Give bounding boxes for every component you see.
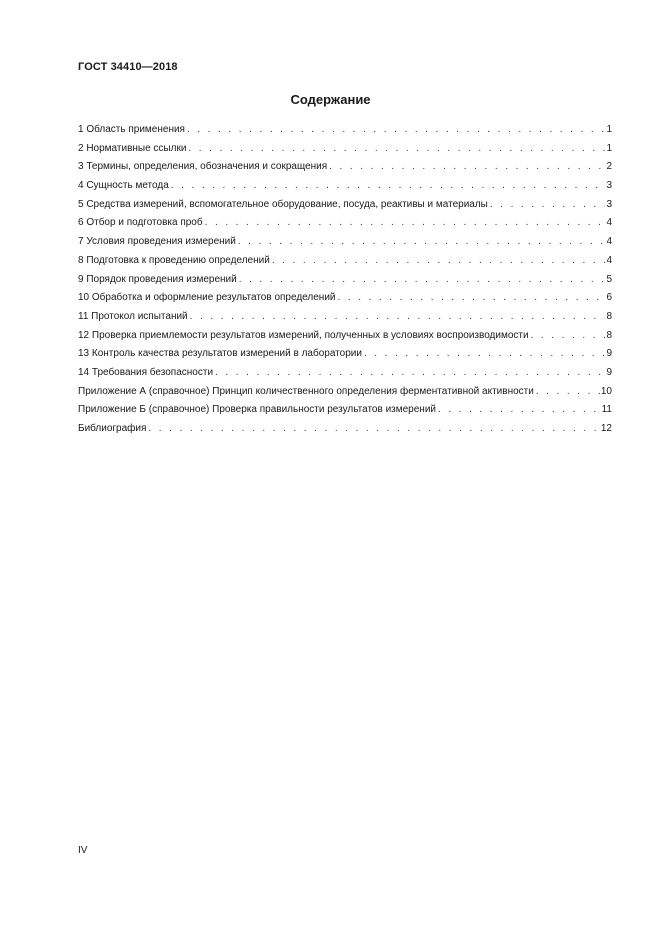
toc-entry-label: 10 Обработка и оформление результатов определений — [78, 292, 336, 304]
toc-entry-page: 12 — [600, 423, 612, 434]
toc-entry[interactable] — [78, 196, 612, 215]
toc-dot-leader — [536, 383, 600, 402]
toc-entry[interactable] — [78, 140, 612, 159]
toc-entry[interactable] — [78, 364, 612, 383]
toc-entry[interactable] — [78, 121, 612, 140]
toc-entry-page: 5 — [606, 273, 612, 285]
toc-dot-leader — [238, 233, 606, 252]
toc-dot-leader — [148, 420, 599, 439]
toc-entry[interactable] — [78, 308, 612, 327]
toc-dot-leader — [272, 252, 606, 271]
toc-dot-leader — [187, 121, 605, 140]
toc-entry-page: 2 — [606, 161, 612, 173]
toc-entry-label: 8 Подготовка к проведению определений — [78, 254, 270, 266]
toc-entry[interactable] — [78, 158, 612, 177]
toc-dot-leader — [329, 158, 605, 177]
toc-entry-page: 10 — [600, 385, 612, 397]
toc-dot-leader — [364, 345, 605, 364]
toc-entry-page: 8 — [606, 329, 612, 341]
toc-dot-leader — [188, 140, 605, 159]
toc-entry-label: 13 Контроль качества результатов измерений в лаборатории — [78, 348, 362, 360]
toc-entry[interactable] — [78, 214, 612, 233]
toc-entry-label: 1 Область применения — [78, 124, 185, 135]
table-of-contents — [78, 121, 612, 439]
page-number: IV — [78, 845, 88, 856]
toc-title: Содержание — [290, 92, 371, 107]
toc-dot-leader — [171, 177, 606, 196]
toc-entry-label: 6 Отбор и подготовка проб — [78, 217, 203, 229]
toc-dot-leader — [490, 196, 606, 215]
toc-entry-label: 5 Средства измерений, вспомогательное оборудование, посуда, реактивы и материалы — [78, 198, 488, 210]
toc-entry[interactable] — [78, 233, 612, 252]
toc-entry-label: 7 Условия проведения измерений — [78, 236, 236, 248]
toc-entry-page: 4 — [606, 254, 612, 266]
toc-entry-label: Приложение А (справочное) Принцип количественного определения ферментативной активности — [78, 385, 534, 397]
toc-entry-label: 2 Нормативные ссылки — [78, 142, 187, 154]
toc-dot-leader — [205, 214, 606, 233]
toc-entry[interactable] — [78, 271, 612, 290]
toc-entry-page: 8 — [606, 310, 612, 322]
toc-dot-leader — [531, 327, 606, 346]
toc-entry[interactable] — [78, 383, 612, 402]
document-header: ГОСТ 34410—2018 — [78, 61, 178, 73]
toc-entry-page: 9 — [606, 366, 612, 378]
toc-entry-label: Приложение Б (справочное) Проверка правильности результатов измерений — [78, 404, 436, 416]
toc-dot-leader — [338, 289, 606, 308]
toc-entry[interactable] — [78, 252, 612, 271]
toc-entry-page: 11 — [601, 404, 612, 416]
toc-entry-page: 3 — [606, 198, 612, 210]
toc-entry-page: 1 — [606, 124, 612, 135]
toc-entry[interactable] — [78, 420, 612, 439]
toc-entry-label: Библиография — [78, 423, 147, 434]
toc-entry-page: 6 — [606, 292, 612, 304]
toc-entry-page: 1 — [606, 142, 612, 154]
toc-entry-page: 4 — [606, 236, 612, 248]
toc-entry-page: 9 — [606, 348, 612, 360]
toc-dot-leader — [215, 364, 605, 383]
toc-dot-leader — [239, 271, 606, 290]
toc-entry-label: 14 Требования безопасности — [78, 366, 214, 378]
toc-entry-label: 12 Проверка приемлемости результатов измерений, полученных в условиях воспроизводимости — [78, 329, 529, 341]
toc-entry[interactable] — [78, 177, 612, 196]
toc-entry-label: 3 Термины, определения, обозначения и сокращения — [78, 161, 328, 173]
toc-entry-label: 4 Сущность метода — [78, 180, 169, 192]
toc-entry[interactable] — [78, 327, 612, 346]
toc-entry[interactable] — [78, 289, 612, 308]
toc-entry-page: 4 — [606, 217, 612, 229]
toc-dot-leader — [190, 308, 606, 327]
toc-entry[interactable] — [78, 345, 612, 364]
toc-entry-label: 11 Протокол испытаний — [78, 310, 188, 322]
toc-dot-leader — [438, 401, 601, 420]
toc-entry[interactable] — [78, 401, 612, 420]
toc-entry-page: 3 — [606, 180, 612, 192]
toc-entry-label: 9 Порядок проведения измерений — [78, 273, 237, 285]
